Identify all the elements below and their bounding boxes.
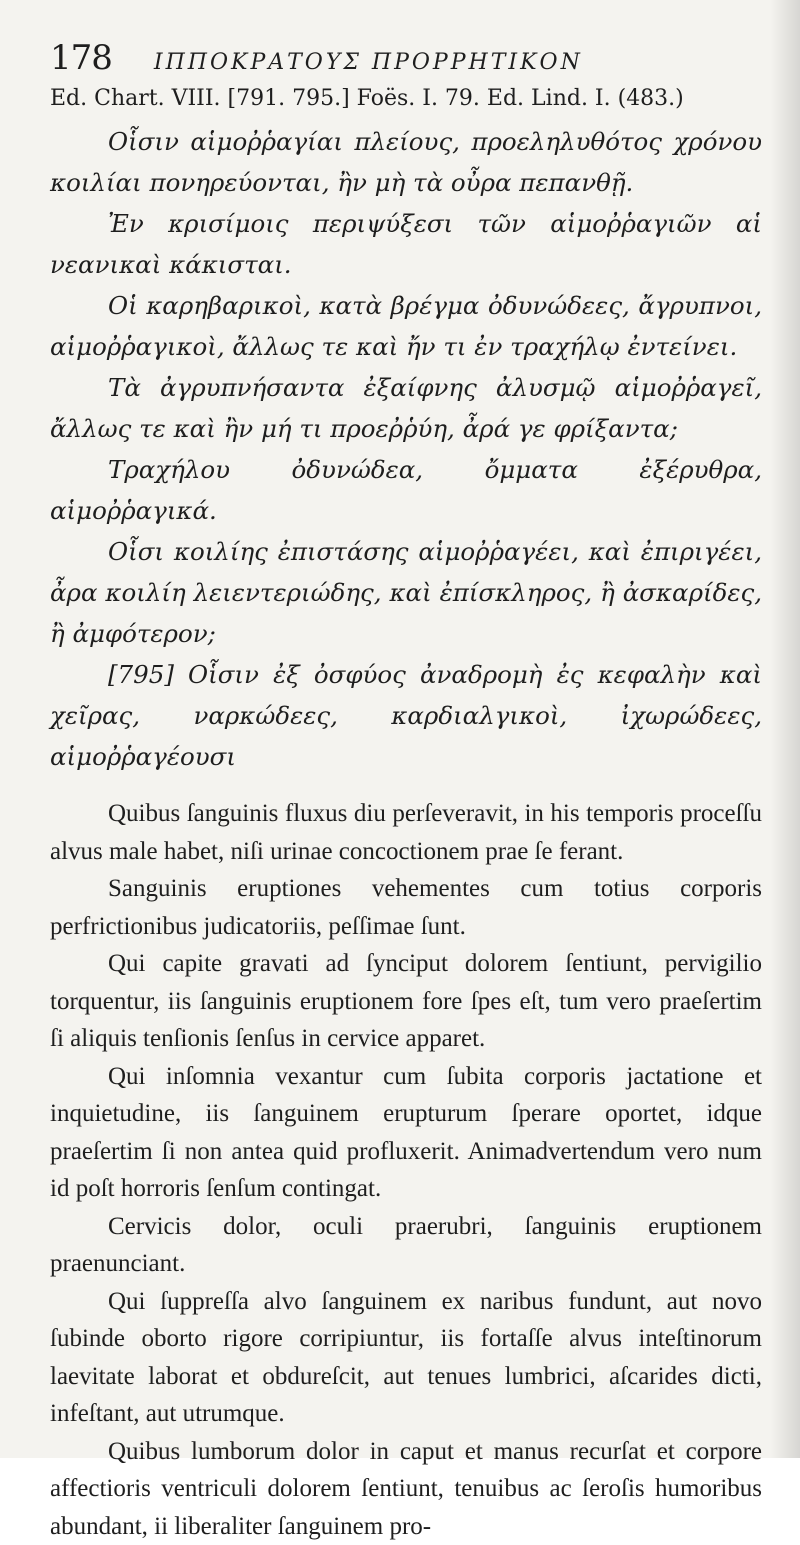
greek-paragraph: Τραχήλου ὀδυνώδεα, ὄμματα ἐξέρυθρα, αἱμοῤῥαγικά. [50,449,762,531]
latin-text [50,795,762,1545]
edition-references: Ed. Chart. VIII. [791. 795.] Foës. I. 79. Ed. Lind. I. (483.) [50,86,762,111]
greek-paragraph: Οἷσιν αἱμοῤῥαγίαι πλείους, προεληλυθότος χρόνου κοιλίαι πονηρεύονται, ἢν μὴ τὰ οὖρα πεπανθῇ. [50,121,762,203]
latin-paragraph: Sanguinis eruptiones vehementes cum totius corporis perfrictionibus judicatoriis, peſſimae ſunt. [50,870,762,945]
latin-paragraph: Qui inſomnia vexantur cum ſubita corporis jactatione et inquietudine, iis ſanguinem erupturum ſperare oportet, idque praeſertim ſi non antea quid profluxerit. Animadvertendum vero num id poſt horroris ſenſum contingat. [50,1058,762,1208]
greek-paragraph: Οἷσι κοιλίης ἐπιστάσης αἱμοῤῥαγέει, καὶ ἐπιριγέει, ἆρα κοιλίη λειεντεριώδης, καὶ ἐπίσκληρος, ἢ ἀσκαρίδες, ἢ ἀμφότερον; [50,531,762,654]
running-title: ΙΠΠΟΚΡΑΤΟΥΣ ΠΡΟΡΡΗΤΙΚΟΝ [154,50,583,75]
greek-text [50,121,762,777]
latin-paragraph: Cervicis dolor, oculi praerubri, ſanguinis eruptionem praenunciant. [50,1208,762,1283]
page-edge-shadow [770,0,800,1458]
page-number: 178 [50,38,112,78]
latin-paragraph: Quibus ſanguinis fluxus diu perſeveravit, in his temporis proceſſu alvus male habet, niſi urinae concoctionem prae ſe ferant. [50,795,762,870]
page-header [50,38,762,78]
greek-paragraph: Ἐν κρισίμοις περιψύξεσι τῶν αἱμοῤῥαγιῶν αἱ νεανικαὶ κάκισται. [50,203,762,285]
greek-paragraph: Οἱ καρηβαρικοὶ, κατὰ βρέγμα ὀδυνώδεες, ἄγρυπνοι, αἱμοῤῥαγικοὶ, ἄλλως τε καὶ ἤν τι ἐν τραχήλῳ ἐντείνει. [50,285,762,367]
latin-paragraph: Qui capite gravati ad ſynciput dolorem ſentiunt, pervigilio torquentur, iis ſanguinis eruptionem fore ſpes eſt, tum vero praeſertim ſi aliquis tenſionis ſenſus in cervice apparet. [50,945,762,1058]
latin-paragraph: Qui ſuppreſſa alvo ſanguinem ex naribus fundunt, aut novo ſubinde oborto rigore corripiuntur, iis fortaſſe alvus inteſtinorum laevitate laborat et obdureſcit, aut tenues lumbrici, aſcarides dicti, infeſtant, aut utrumque. [50,1283,762,1433]
greek-paragraph: Τὰ ἀγρυπνήσαντα ἐξαίφνης ἀλυσμῷ αἱμοῤῥαγεῖ, ἄλλως τε καὶ ἢν μή τι προεῤῥύη, ἆρά γε φρίξαντα; [50,367,762,449]
greek-paragraph: [795] Οἷσιν ἐξ ὀσφύος ἀναδρομὴ ἐς κεφαλὴν καὶ χεῖρας, ναρκώδεες, καρδιαλγικοὶ, ἰχωρώδεες, αἱμοῤῥαγέουσι [50,654,762,777]
latin-paragraph: Quibus lumborum dolor in caput et manus recurſat et corpore affectioris ventriculi dolorem ſentiunt, tenuibus ac ſeroſis humoribus abundant, ii liberaliter ſanguinem pro- [50,1433,762,1545]
